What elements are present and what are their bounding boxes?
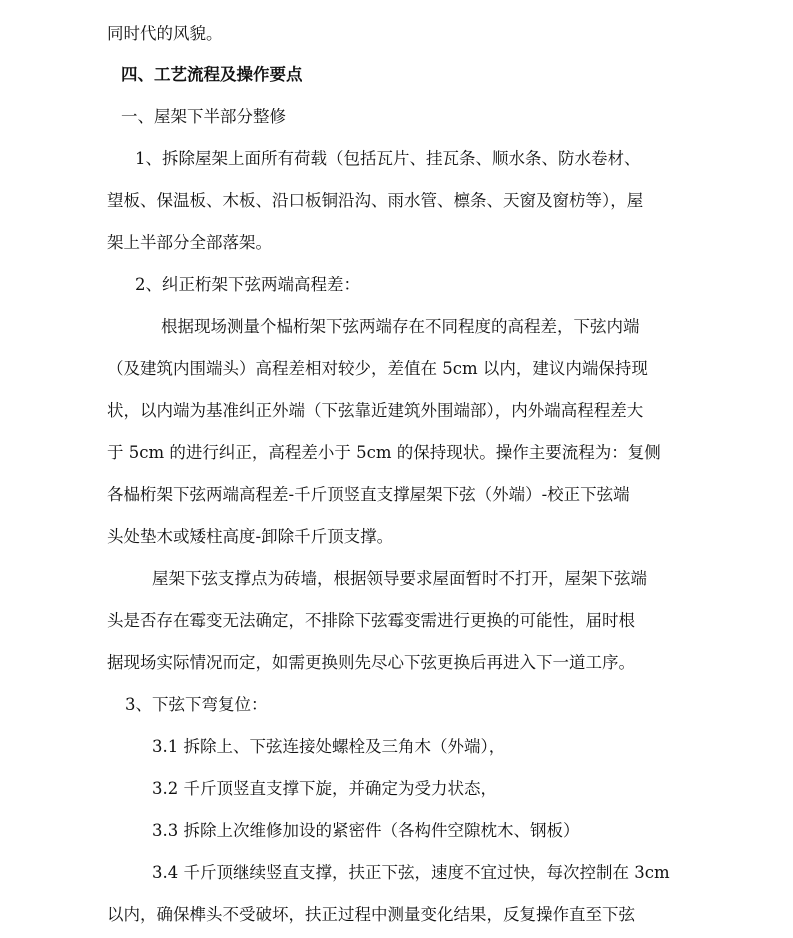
text-line: 望板、保温板、木板、沿口板铜沿沟、雨水管、檩条、天窗及窗枋等），屋 [107,191,644,210]
text-line: 根据现场测量个榀桁架下弦两端存在不同程度的高程差，下弦内端 [161,317,640,336]
text-line: 架上半部分全部落架。 [107,233,272,252]
text-line: 状，以内端为基准纠正外端（下弦靠近建筑外围端部），内外端高程程差大 [107,401,644,420]
list-item: 3.1 拆除上、下弦连接处螺栓及三角木（外端）， [152,737,506,756]
text-line: 以内，确保榫头不受破坏，扶正过程中测量变化结果，反复操作直至下弦 [107,905,635,924]
list-item-heading: 2、纠正桁架下弦两端高程差： [135,275,360,294]
list-item: 3.4 千斤顶继续竖直支撑，扶正下弦，速度不宜过快，每次控制在 3cm [152,863,670,882]
text-line: 于 5cm 的进行纠正，高程差小于 5cm 的保持现状。操作主要流程为：复侧 [107,443,661,462]
text-line: 屋架下弦支撑点为砖墙，根据领导要求屋面暂时不打开，屋架下弦端 [152,569,647,588]
section-heading: 四、工艺流程及操作要点 [121,65,303,84]
list-item-heading: 3、下弦下弯复位： [125,695,268,714]
list-item-heading: 1、拆除屋架上面所有荷载（包括瓦片、挂瓦条、顺水条、防水卷材、 [135,149,641,168]
list-item: 3.3 拆除上次维修加设的紧密件（各构件空隙枕木、钢板） [152,821,580,840]
text-line: 据现场实际情况而定，如需更换则先尽心下弦更换后再进入下一道工序。 [107,653,635,672]
text-line: 同时代的风貌。 [107,24,223,43]
text-line: （及建筑内围端头）高程差相对较少，差值在 5cm 以内，建议内端保持现 [107,359,648,378]
subsection-heading: 一、屋架下半部分整修 [121,107,286,126]
text-line: 各榀桁架下弦两端高程差-千斤顶竖直支撑屋架下弦（外端）-校正下弦端 [107,485,630,504]
text-line: 头是否存在霉变无法确定，不排除下弦霉变需进行更换的可能性，届时根 [107,611,635,630]
text-line: 头处垫木或矮柱高度-卸除千斤顶支撑。 [107,527,394,546]
list-item: 3.2 千斤顶竖直支撑下旋，并确定为受力状态， [152,779,497,798]
